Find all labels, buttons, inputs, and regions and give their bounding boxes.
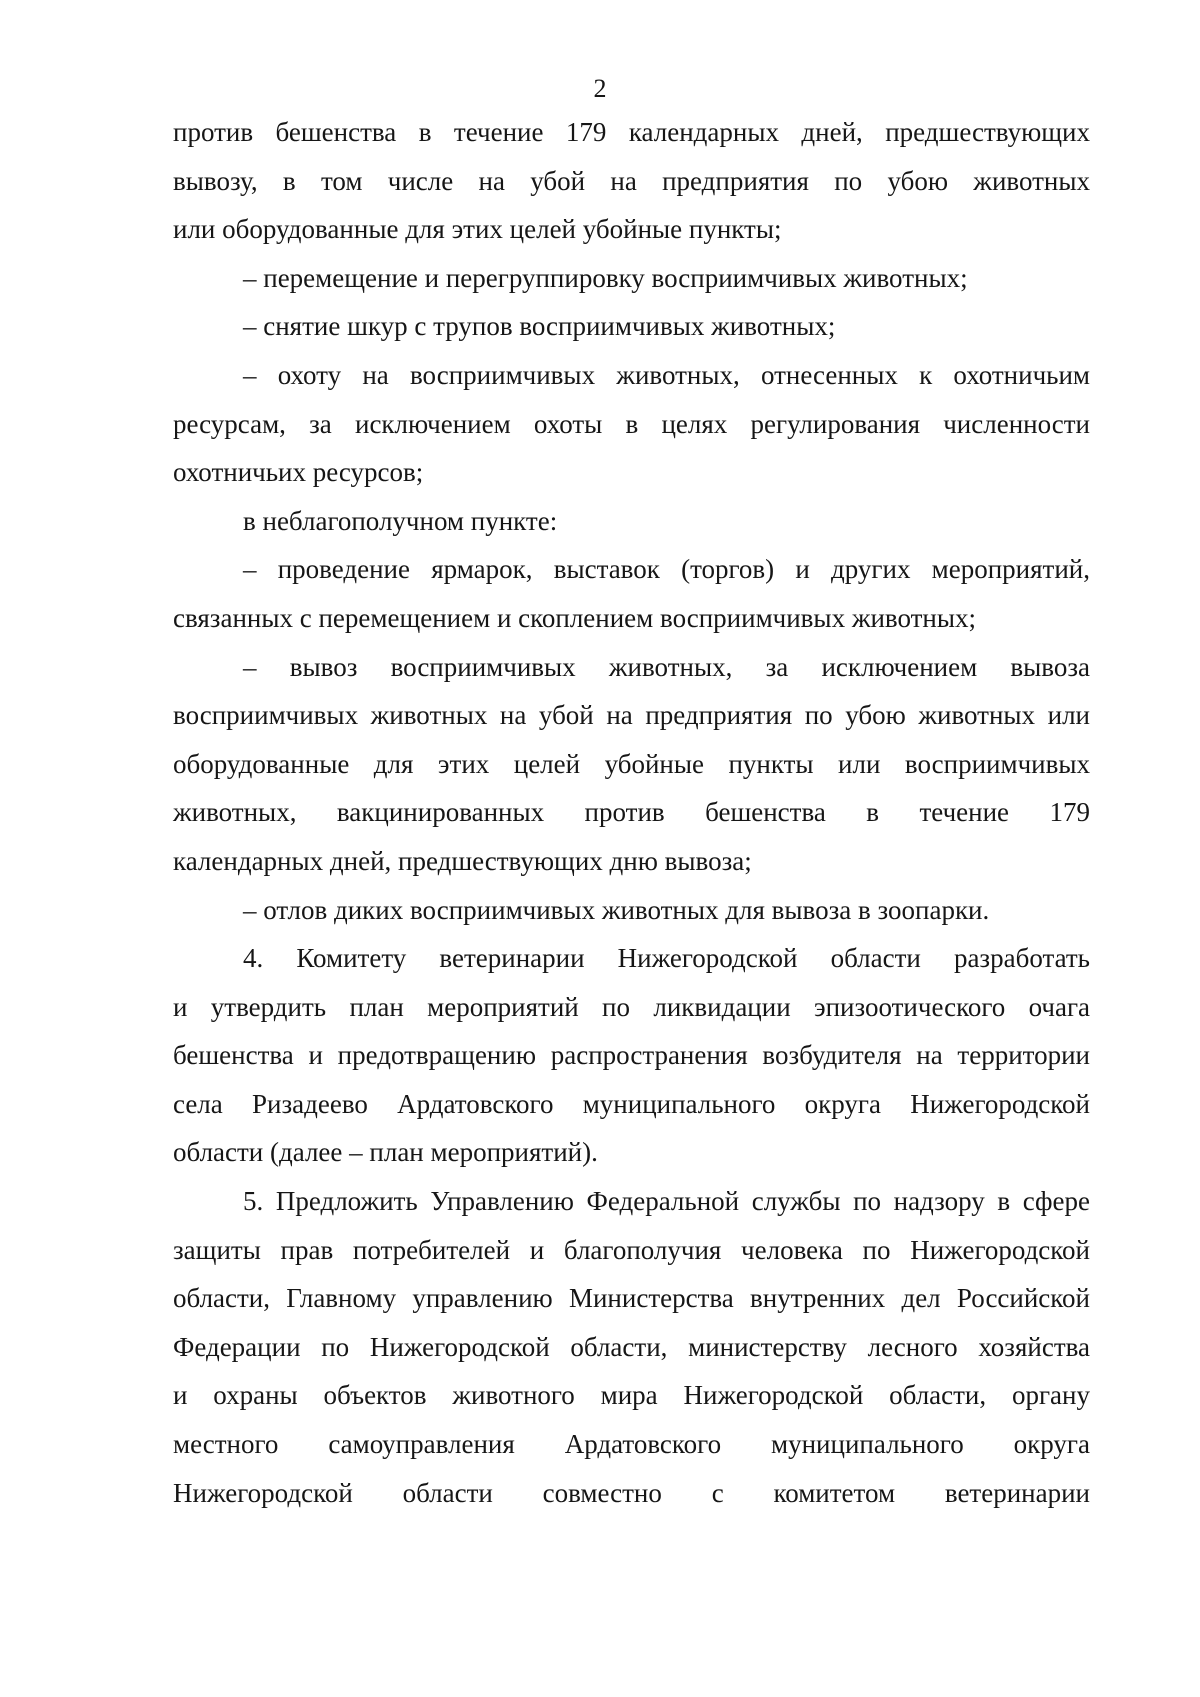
text-line: в неблагополучном пункте: [243, 505, 558, 536]
section-heading [173, 497, 1090, 546]
text-line: или оборудованные для этих целей убойные пункты; [173, 214, 782, 245]
text-line: – снятие шкур с трупов восприимчивых животных; [243, 311, 836, 342]
document-body [173, 108, 1090, 1517]
numbered-clause-5 [173, 1177, 1090, 1517]
text-line: – отлов диких восприимчивых животных для вывоза в зоопарки. [243, 894, 990, 925]
list-item [173, 351, 1090, 497]
text-line: – вывоз восприимчивых животных, за исключением вывоза [243, 651, 1090, 682]
list-item [173, 302, 1090, 351]
text-line: связанных с перемещением и скоплением восприимчивых животных; [173, 602, 977, 633]
page-number: 2 [593, 74, 607, 103]
text-line: области (далее – план мероприятий). [173, 1137, 598, 1168]
text-line: вывозу, в том числе на убой на предприятия по убою животных [173, 165, 1090, 196]
text-line: против бешенства в течение 179 календарных дней, предшествующих [173, 117, 1090, 147]
text-line: области, Главному управлению Министерства внутренних дел Российской [173, 1283, 1090, 1314]
list-item [173, 643, 1090, 886]
text-line: бешенства и предотвращению распространения возбудителя на территории [173, 1040, 1090, 1071]
text-line: Федерации по Нижегородской области, министерству лесного хозяйства [173, 1331, 1090, 1362]
text-line: – перемещение и перегруппировку восприимчивых животных; [243, 262, 968, 293]
text-line: села Ризадеево Ардатовского муниципального округа Нижегородской [173, 1088, 1090, 1119]
text-line: животных, вакцинированных против бешенства в течение 179 [173, 797, 1090, 828]
text-line: восприимчивых животных на убой на предприятия по убою животных или [173, 700, 1090, 731]
text-line: и охраны объектов животного мира Нижегородской области, органу [173, 1380, 1090, 1411]
numbered-clause-4 [173, 934, 1090, 1177]
text-line: охотничьих ресурсов; [173, 457, 424, 488]
list-item [173, 254, 1090, 303]
text-line: 4. Комитету ветеринарии Нижегородской области разработать [243, 943, 1090, 974]
list-item [173, 886, 1090, 935]
text-line: – проведение ярмарок, выставок (торгов) и других мероприятий, [243, 554, 1090, 585]
text-line: местного самоуправления Ардатовского муниципального округа [173, 1429, 1090, 1460]
text-line: и утвердить план мероприятий по ликвидации эпизоотического очага [173, 991, 1090, 1022]
paragraph-continuation [173, 108, 1090, 254]
text-line: оборудованные для этих целей убойные пункты или восприимчивых [173, 748, 1090, 779]
list-item [173, 545, 1090, 642]
text-line: календарных дней, предшествующих дню вывоза; [173, 845, 752, 876]
text-line: 5. Предложить Управлению Федеральной службы по надзору в сфере [243, 1186, 1090, 1217]
text-line: – охоту на восприимчивых животных, отнесенных к охотничьим [243, 359, 1090, 390]
text-line: ресурсам, за исключением охоты в целях регулирования численности [173, 408, 1090, 439]
text-line: Нижегородской области совместно с комитетом ветеринарии [173, 1477, 1090, 1508]
text-line: защиты прав потребителей и благополучия человека по Нижегородской [173, 1234, 1090, 1265]
